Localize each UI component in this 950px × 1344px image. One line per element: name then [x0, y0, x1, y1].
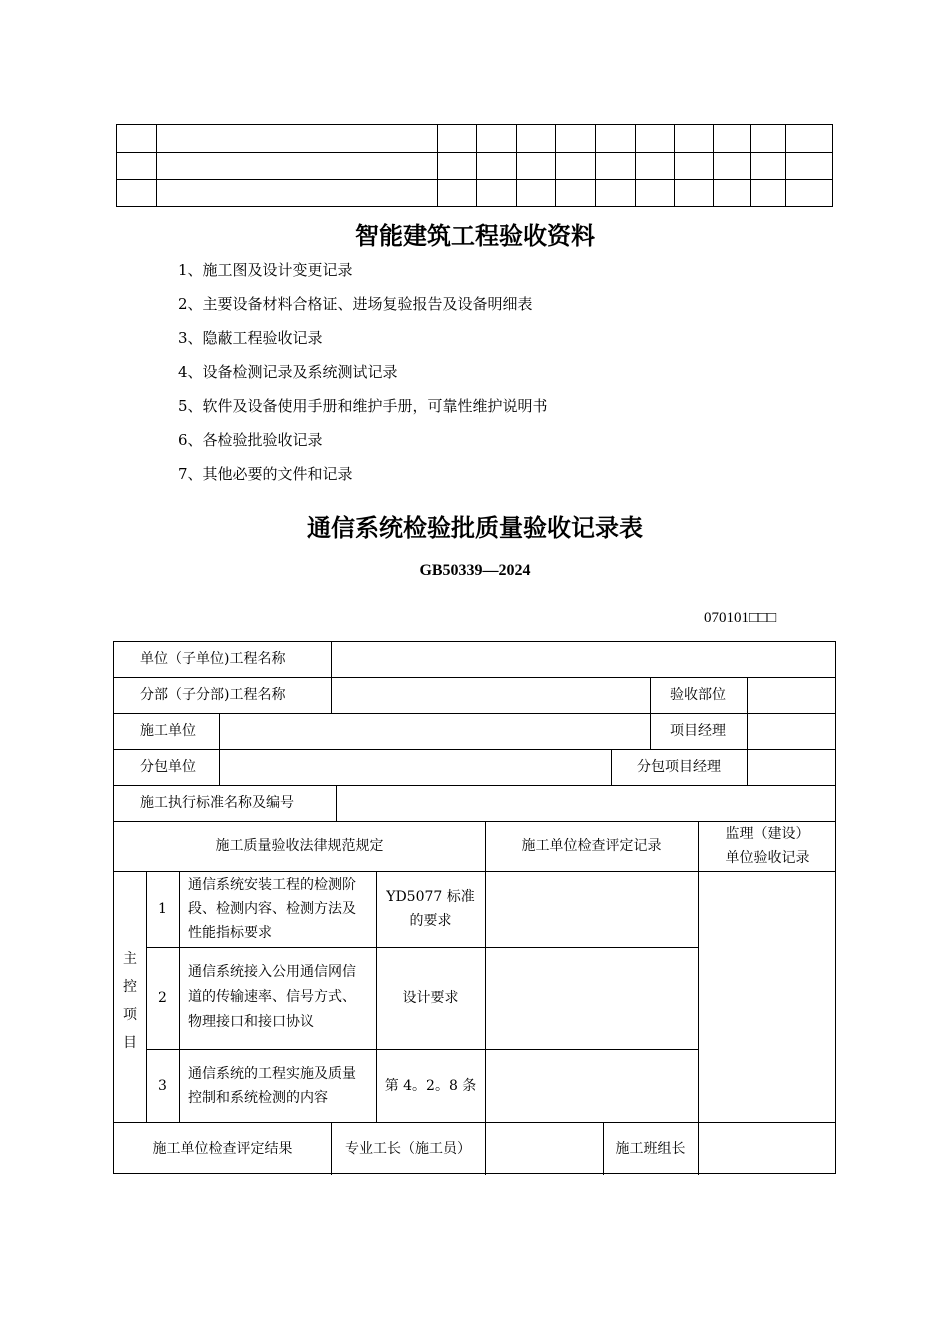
standard-name-label: 施工执行标准名称及编号 [140, 795, 294, 811]
quality-spec-header: 施工质量验收法律规范规定 [215, 838, 384, 854]
list-item: 5、软件及设备使用手册和维护手册，可靠性维护说明书 [178, 397, 548, 415]
item-spec-line: 第 4。2。8 条 [384, 1078, 477, 1094]
list-item: 3、隐蔽工程验收记录 [178, 329, 323, 347]
check-result-label: 施工单位检查评定结果 [152, 1141, 293, 1157]
main-items-char: 目 [123, 1035, 137, 1051]
supervision-header-line1: 监理（建设） [725, 826, 810, 842]
supervision-header-line2: 单位验收记录 [725, 850, 810, 866]
item-number: 1 [158, 901, 167, 917]
item-requirement-line: 通信系统接入公用通信网信 [188, 964, 356, 980]
standard-number: GB50339—2024 [419, 562, 531, 579]
foreman-label: 专业工长（施工员） [345, 1141, 471, 1157]
item-requirement-line: 通信系统的工程实施及质量 [188, 1066, 356, 1082]
list-item: 2、主要设备材料合格证、进场复验报告及设备明细表 [178, 295, 533, 313]
main-items-char: 主 [123, 951, 137, 967]
unit-project-name-label: 单位（子单位)工程名称 [140, 651, 286, 667]
item-spec-line: YD5077 标准 [386, 889, 475, 905]
subcontract-manager-label: 分包项目经理 [637, 759, 721, 775]
construction-check-header: 施工单位检查评定记录 [521, 838, 662, 854]
main-items-label [120, 945, 140, 1057]
item-requirement-line: 性能指标要求 [188, 925, 272, 941]
item-requirement-line: 道的传输速率、信号方式、 [188, 989, 356, 1005]
sub-project-name-label: 分部（子分部)工程名称 [140, 687, 286, 703]
subcontract-unit-label: 分包单位 [140, 759, 196, 775]
item-number: 3 [158, 1078, 167, 1094]
construction-unit-label: 施工单位 [140, 723, 196, 739]
item-requirement-line: 控制和系统检测的内容 [188, 1090, 328, 1106]
main-items-char: 项 [123, 1007, 137, 1023]
section-title: 智能建筑工程验收资料 [355, 222, 595, 250]
item-number: 2 [158, 990, 167, 1006]
item-spec-line: 设计要求 [402, 990, 459, 1006]
main-items-text [120, 945, 140, 1057]
main-items-char: 控 [123, 979, 137, 995]
acceptance-form-table [113, 641, 836, 1174]
list-item: 4、设备检测记录及系统测试记录 [178, 363, 398, 381]
item-requirement-line: 物理接口和接口协议 [188, 1014, 314, 1030]
item-requirement-line: 通信系统安装工程的检测阶 [188, 877, 356, 893]
form-code: 070101□□□ [704, 610, 777, 626]
list-item: 7、其他必要的文件和记录 [178, 465, 353, 483]
item-requirement-line: 段、检测内容、检测方法及 [188, 901, 356, 917]
previous-table-fragment [116, 124, 833, 207]
item-spec-line: 的要求 [409, 913, 452, 929]
materials-list [178, 258, 548, 496]
team-leader-label: 施工班组长 [615, 1141, 686, 1157]
project-manager-label: 项目经理 [670, 723, 726, 739]
acceptance-part-label: 验收部位 [670, 687, 726, 703]
list-item: 1、施工图及设计变更记录 [178, 261, 353, 279]
form-title: 通信系统检验批质量验收记录表 [307, 514, 643, 542]
list-item: 6、各检验批验收记录 [178, 431, 323, 449]
